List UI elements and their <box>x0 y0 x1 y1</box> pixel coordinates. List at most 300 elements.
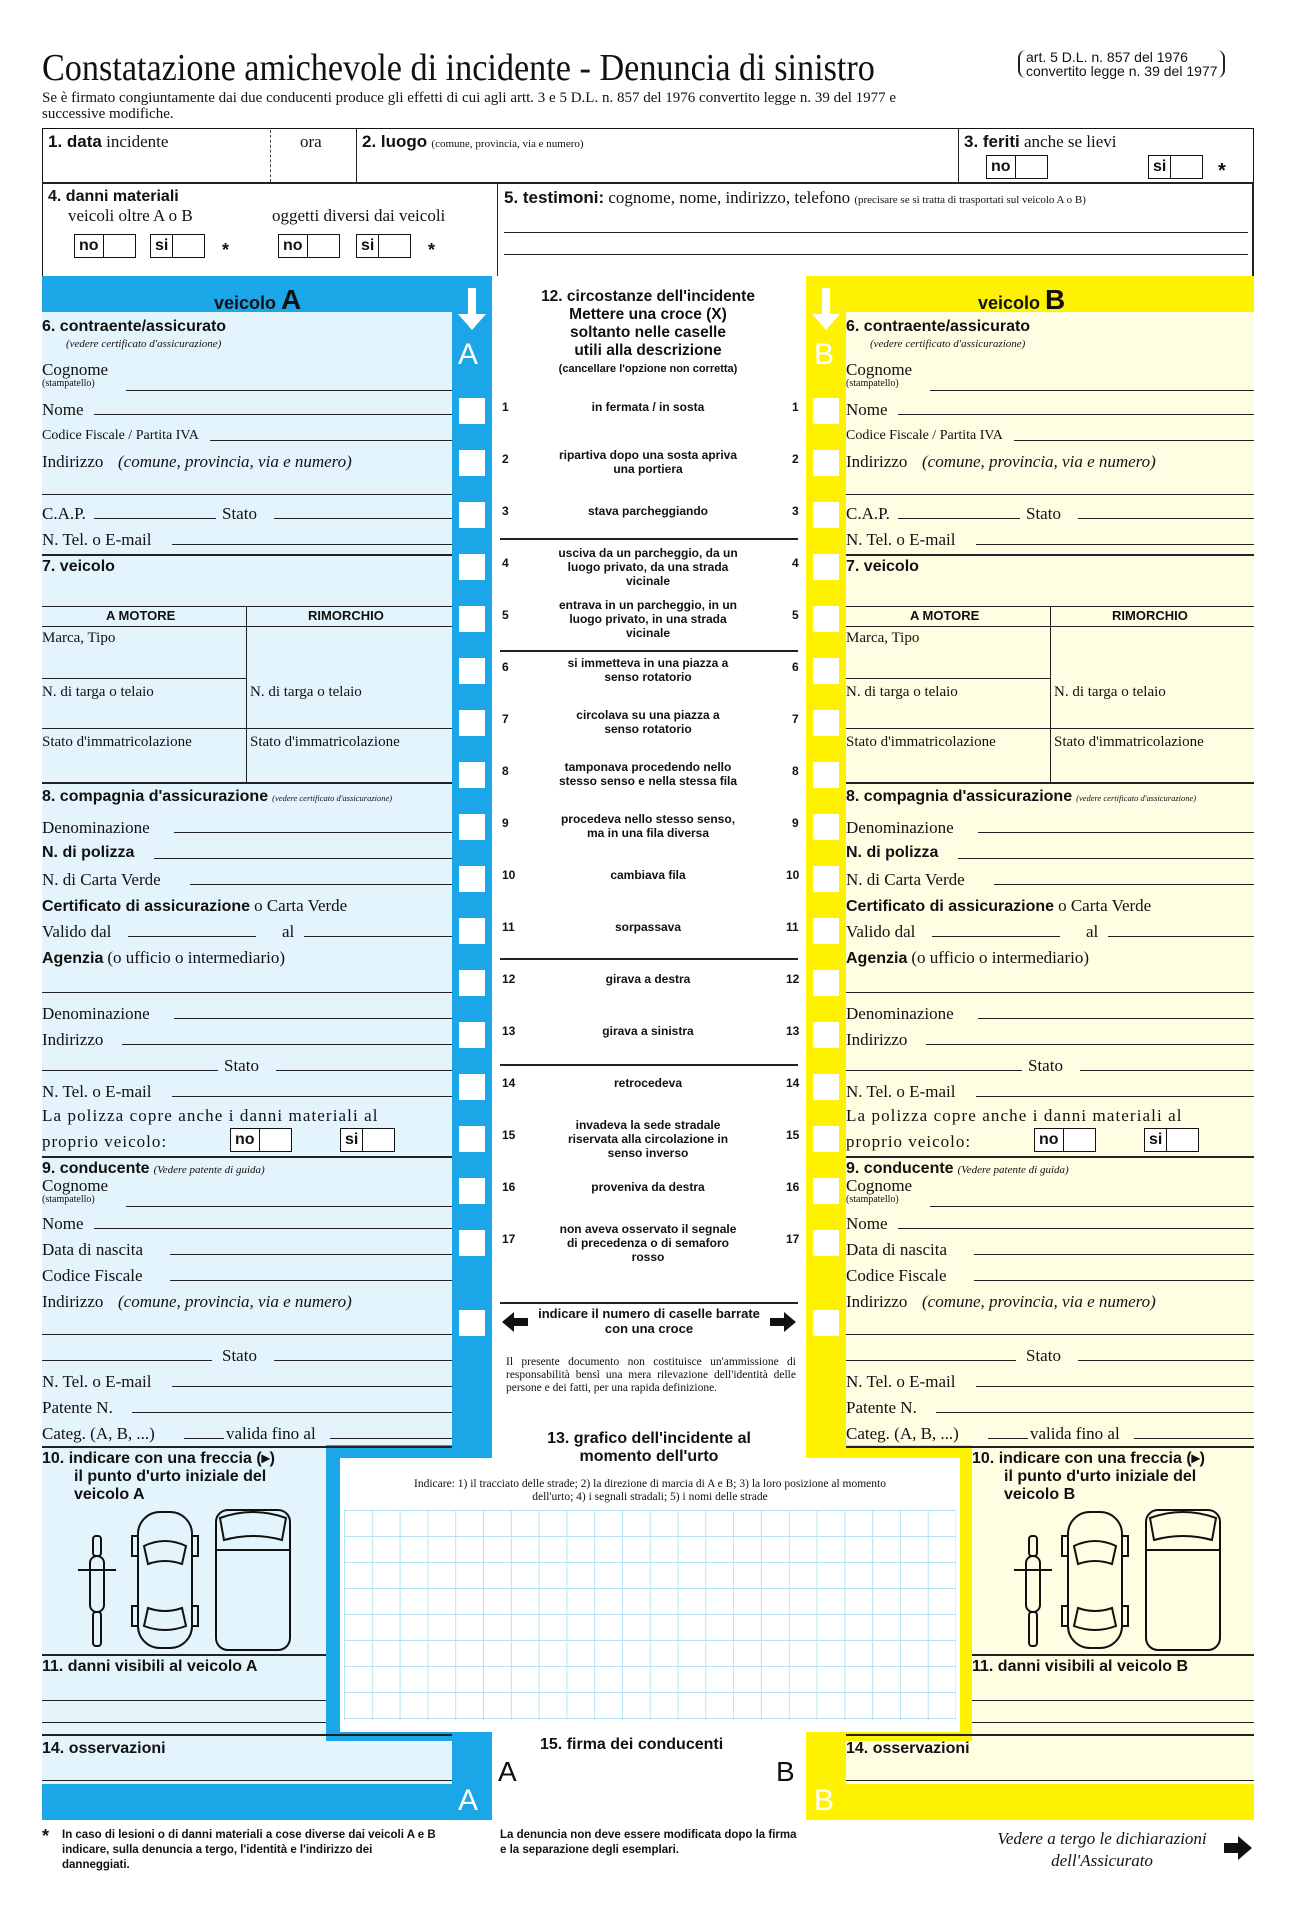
vehicle-a-f9-ind-line-2[interactable] <box>42 1360 212 1361</box>
vehicle-b-f6-stato-line[interactable] <box>1078 518 1254 519</box>
vehicle-b-f8-den-label: Denominazione <box>846 818 954 837</box>
vehicle-b-f6-cognome-label: Cognome <box>846 360 913 379</box>
circumstance-13-b-checkbox[interactable] <box>813 1022 839 1048</box>
sketch-instructions: Indicare: 1) il tracciato delle strade; 2) la direzione di marcia di A e B; 3) la loro posizione al momento dell'urto; 4) i segnali stradali; 5) i nomi delle strade <box>414 1478 886 1503</box>
vehicle-b-f8-ind-line-2[interactable] <box>846 1070 1022 1071</box>
disclaimer-note: Il presente documento non costituisce un'ammissione di responsabilità bensì una mera rilevazione dell'identità delle persone e dei fatti, per una rapida definizione. <box>506 1356 796 1394</box>
circumstance-7-b-checkbox[interactable] <box>813 710 839 736</box>
circumstance-8-b-checkbox[interactable] <box>813 762 839 788</box>
vehicle-a-f6-stato-line[interactable] <box>274 518 452 519</box>
vehicle-b-f8-polizza-label: N. di polizza <box>846 844 939 861</box>
vehicle-a-f8-carta-label: N. di Carta Verde <box>42 870 161 889</box>
impact-point-b-label <box>972 1450 1262 1504</box>
vehicle-a-f6-cap-line[interactable] <box>94 518 216 519</box>
vehicle-a-f7-rimorchio: RIMORCHIO <box>308 608 384 623</box>
truck-b-icon <box>1146 1510 1220 1650</box>
vehicle-b-f8-carta-line[interactable] <box>994 884 1254 885</box>
observations-b-line[interactable] <box>846 1780 1254 1781</box>
circumstance-6-a-checkbox[interactable] <box>459 658 485 684</box>
vehicle-b-f9-nascita-line[interactable] <box>974 1254 1254 1255</box>
vehicle-b-f9-cf-line[interactable] <box>974 1280 1254 1281</box>
vehicle-a-f6-ind-hint: (comune, provincia, via e numero) <box>118 452 352 471</box>
vehicle-b-f9-ind-hint: (comune, provincia, via e numero) <box>922 1292 1156 1311</box>
injured-no-label: no <box>986 155 1016 179</box>
motorcycle-a-icon <box>78 1536 116 1646</box>
circumstance-5-text: entrava in un parcheggio, in un luogo privato, in una strada vicinale <box>558 598 738 640</box>
vehicle-a-f8-cert-text: Certificato di assicurazione <box>42 898 251 915</box>
circumstance-3-b-checkbox[interactable] <box>813 502 839 528</box>
vehicle-b-f9-hint: (Vedere patente di guida) <box>957 1164 1069 1176</box>
vehicle-a-f9-stato-line[interactable] <box>274 1360 452 1361</box>
circumstance-2-num-b: 2 <box>792 452 799 466</box>
vehicle-a-f7-motore: A MOTORE <box>106 608 176 623</box>
circumstance-4-num-b: 4 <box>792 556 799 570</box>
signature-a-label: A <box>498 1756 517 1787</box>
vehicle-a-f8-al-label: al <box>282 922 295 941</box>
vehicle-b-f6-cf-label: Codice Fiscale / Partita IVA <box>846 428 1003 443</box>
vehicle-a-f6-tel-label: N. Tel. o E-mail <box>42 530 152 549</box>
circumstance-5-a-checkbox[interactable] <box>459 606 485 632</box>
date-input[interactable] <box>48 154 266 178</box>
circumstance-16-num-a: 16 <box>502 1180 516 1194</box>
car-a-icon <box>132 1512 198 1648</box>
vehicle-a-f6-cognome-line[interactable] <box>126 390 452 391</box>
vehicle-a-f8-ind-line-2[interactable] <box>42 1070 218 1071</box>
impact-b-line-1: 10. indicare con una freccia (▸) <box>972 1450 1205 1467</box>
vehicle-b-f6-stamp: (stampatello) <box>846 378 899 389</box>
vehicle-a-f8-al-line[interactable] <box>304 936 452 937</box>
circumstance-11-text: sorpassava <box>614 920 682 934</box>
vehicle-b-f8-agenzia <box>846 948 1089 968</box>
vehicle-a-f8-tel-line[interactable] <box>172 1096 452 1097</box>
circumstance-12-a-checkbox[interactable] <box>459 970 485 996</box>
vehicle-b-f8-den2-line[interactable] <box>978 1018 1254 1019</box>
null <box>846 782 1254 784</box>
vehicle-b-f6-tel-line[interactable] <box>976 544 1254 545</box>
circumstance-6-num-b: 6 <box>792 660 799 674</box>
vehicle-b-f9-patente-label: Patente N. <box>846 1398 917 1417</box>
vehicle-b-f8-tel-line[interactable] <box>976 1096 1254 1097</box>
vehicle-b-f9-categ-label: Categ. (A, B, ...) <box>846 1424 959 1443</box>
vehicle-a-letter: A <box>281 284 302 315</box>
vehicle-b-f9-patente-line[interactable] <box>936 1412 1254 1413</box>
vehicle-a-f6-ind-line[interactable] <box>42 494 452 495</box>
vehicle-b-f8-den-line[interactable] <box>978 832 1254 833</box>
vehicle-a-f7-targa-a: N. di targa o telaio <box>42 684 154 700</box>
vehicle-b-f6-ind-label: Indirizzo <box>846 452 908 471</box>
vehicle-b-f8-title <box>846 786 1196 806</box>
sketch-title <box>490 1430 808 1466</box>
observations-a-line[interactable] <box>42 1780 452 1781</box>
vehicle-a-f8-valido-label: Valido dal <box>42 922 112 941</box>
vehicle-b-f8-stato-line[interactable] <box>1080 1070 1254 1071</box>
vehicle-a-f6-cap-label: C.A.P. <box>42 504 86 523</box>
vehicle-a-f8-agenzia-line[interactable] <box>42 992 452 993</box>
injured-no-checkbox[interactable] <box>986 155 1048 179</box>
vehicle-a-f6-tel-line[interactable] <box>172 544 452 545</box>
circumstance-10-text: cambiava fila <box>610 868 686 882</box>
vehicle-a-f9-patente-label: Patente N. <box>42 1398 113 1417</box>
circumstance-6-text: si immetteva in una piazza a senso rotatorio <box>567 656 729 684</box>
vehicle-a-f8-copre-si-checkbox-label: si <box>340 1128 363 1152</box>
vehicle-b-f6-nome-line[interactable] <box>898 414 1254 415</box>
other-objects-no-checkbox[interactable] <box>278 234 340 258</box>
circumstance-3-text: stava parcheggiando <box>587 504 709 518</box>
vehicle-b-f8-copre-si-checkbox[interactable] <box>1144 1128 1199 1152</box>
field-5-num: 5. testimoni: <box>504 188 605 207</box>
vehicle-b-f6-cognome-line[interactable] <box>930 390 1254 391</box>
vehicle-b-f8-title-text: 8. compagnia d'assicurazione <box>846 788 1073 805</box>
circumstance-1-b-checkbox[interactable] <box>813 398 839 424</box>
field-5-hint: (precisare se si tratta di trasportati sul veicolo A o B) <box>854 194 1086 206</box>
legal-line-2: convertito legge n. 39 del 1977 <box>1026 63 1218 79</box>
vehicle-a-f9-ind-label: Indirizzo <box>42 1292 104 1311</box>
vehicle-b-f9-stato-label: Stato <box>1026 1346 1061 1365</box>
circumstance-11-num-a: 11 <box>502 920 515 934</box>
damage-b-line-1[interactable] <box>972 1700 1254 1701</box>
vehicle-a-f8-valido-line[interactable] <box>128 936 256 937</box>
vehicle-b-f7-immat-a: Stato d'immatricolazione <box>846 734 996 750</box>
place-input[interactable] <box>362 154 952 178</box>
vehicle-a-f7-title: 7. veicolo <box>42 558 115 575</box>
oo-yes-label: si <box>356 234 379 258</box>
vehicle-b-f7-targa-line[interactable] <box>846 728 1254 729</box>
footnote-asterisk: * <box>42 1826 50 1846</box>
circumstance-13-num-b: 13 <box>786 1024 800 1038</box>
circumstance-7-num-b: 7 <box>792 712 799 726</box>
vehicle-a-f8-den2-line[interactable] <box>174 1018 452 1019</box>
circumstance-4-b-checkbox[interactable] <box>813 554 839 580</box>
vehicle-b-f8-agenzia-line[interactable] <box>846 992 1254 993</box>
circumstance-11-a-checkbox[interactable] <box>459 918 485 944</box>
circumstance-1-num-a: 1 <box>502 400 509 414</box>
vehicle-b-f9-ind-label: Indirizzo <box>846 1292 908 1311</box>
circumstance-16-b-checkbox[interactable] <box>813 1178 839 1204</box>
vehicle-b-f6-cap-line[interactable] <box>898 518 1020 519</box>
vehicle-b-f9-ind-line[interactable] <box>846 1334 1254 1335</box>
vehicle-b-f9-valida-label: valida fino al <box>1030 1424 1120 1443</box>
circumstance-10-a-checkbox[interactable] <box>459 866 485 892</box>
field-3-num: 3. feriti <box>964 132 1020 151</box>
circumstance-14-text: retrocedeva <box>613 1076 683 1090</box>
vehicle-b-title <box>978 284 1065 316</box>
circumstance-7-num-a: 7 <box>502 712 509 726</box>
vehicle-b-f8-copre: La polizza copre anche i danni materiali al <box>846 1106 1183 1125</box>
circumstance-11-b-checkbox[interactable] <box>813 918 839 944</box>
vehicle-a-f8-carta-line[interactable] <box>190 884 452 885</box>
circumstance-14-a-checkbox[interactable] <box>459 1074 485 1100</box>
circumstance-3-num-a: 3 <box>502 504 509 518</box>
count-a-input[interactable] <box>459 1310 485 1336</box>
circumstance-1-a-checkbox[interactable] <box>459 398 485 424</box>
vehicle-a-f8-copre: La polizza copre anche i danni materiali al <box>42 1106 379 1125</box>
vehicle-a-f8-stato-line[interactable] <box>276 1070 452 1071</box>
damage-a-label: 11. danni visibili al veicolo A <box>42 1658 258 1675</box>
null <box>42 626 452 627</box>
vehicle-b-word: veicolo <box>978 293 1041 313</box>
vehicle-b-footer-bar <box>806 1784 1254 1820</box>
vehicle-a-f6-hint: (vedere certificato d'assicurazione) <box>66 338 222 350</box>
circumstance-15-a-checkbox[interactable] <box>459 1126 485 1152</box>
vehicle-a-f8-ind-line[interactable] <box>122 1044 452 1045</box>
circumstance-17-text: non aveva osservato il segnale di precedenza o di semaforo rosso <box>559 1222 737 1264</box>
other-vehicles-no-checkbox[interactable] <box>74 234 136 258</box>
circumstance-14-b-checkbox[interactable] <box>813 1074 839 1100</box>
signature-b-label: B <box>776 1756 795 1787</box>
ov-asterisk: * <box>222 240 230 260</box>
circumstance-4-text: usciva da un parcheggio, da un luogo privato, da una strada vicinale <box>558 546 738 588</box>
other-vehicles-yes-checkbox[interactable] <box>150 234 205 258</box>
vehicle-b-f9-valida-line[interactable] <box>1134 1438 1254 1439</box>
vehicle-a-f8-cert <box>42 896 347 916</box>
circumstance-8-a-checkbox[interactable] <box>459 762 485 788</box>
circumstance-6-num-a: 6 <box>502 660 509 674</box>
vehicle-b-f8-ind-label: Indirizzo <box>846 1030 908 1049</box>
vehicle-b-f9-cognome-label: Cognome <box>846 1176 913 1195</box>
impact-b-line-2: il punto d'urto iniziale del <box>1004 1468 1197 1485</box>
vehicle-a-f8-copre-no-checkbox-label: no <box>230 1128 260 1152</box>
field-1-num: 1. data <box>48 132 102 151</box>
vehicle-a-f9-categ-line[interactable] <box>184 1438 224 1439</box>
vehicle-a-f6-cf-line[interactable] <box>210 440 452 441</box>
circumstance-15-b-checkbox[interactable] <box>813 1126 839 1152</box>
vehicle-a-f8-agenzia2: (o ufficio o intermediario) <box>107 948 285 967</box>
vehicle-b-f9-stato-line[interactable] <box>1078 1360 1254 1361</box>
vehicle-a-f9-valida-line[interactable] <box>330 1438 452 1439</box>
vehicle-b-diagram[interactable] <box>1006 1506 1266 1656</box>
injured-yes-checkbox[interactable] <box>1148 155 1203 179</box>
circumstance-5-num-a: 5 <box>502 608 509 622</box>
vehicle-b-f8-valido-line[interactable] <box>932 936 1060 937</box>
vehicle-b-f8-polizza-line[interactable] <box>958 858 1254 859</box>
oo-no-label: no <box>278 234 308 258</box>
circumstance-2-text: ripartiva dopo una sosta apriva una portiera <box>558 448 738 476</box>
circumstance-7-a-checkbox[interactable] <box>459 710 485 736</box>
ov-no-label: no <box>74 234 104 258</box>
circumstance-2-a-checkbox[interactable] <box>459 450 485 476</box>
vehicle-b-f6-cap-label: C.A.P. <box>846 504 890 523</box>
truck-a-icon <box>216 1510 290 1650</box>
vehicle-a-f8-copre-si-checkbox[interactable] <box>340 1128 395 1152</box>
vehicle-a-footer-bar <box>42 1784 492 1820</box>
vehicle-a-f9-cognome-line[interactable] <box>126 1206 452 1207</box>
vehicle-b-f8-copre-no-checkbox[interactable] <box>1034 1128 1096 1152</box>
car-b-icon <box>1062 1512 1128 1648</box>
vehicle-a-f8-cert2: o Carta Verde <box>254 896 348 915</box>
circumstance-15-num-a: 15 <box>502 1128 516 1142</box>
circumstance-6-b-checkbox[interactable] <box>813 658 839 684</box>
circumstance-3-a-checkbox[interactable] <box>459 502 485 528</box>
vehicle-b-f7-targa-a: N. di targa o telaio <box>846 684 958 700</box>
vehicle-a-f7-targa-line[interactable] <box>42 728 452 729</box>
circumstances-line-3: soltanto nelle caselle <box>570 324 726 341</box>
vehicle-a-f7-immat-a: Stato d'immatricolazione <box>42 734 192 750</box>
vehicle-a-f8-agenzia-text: Agenzia <box>42 950 104 967</box>
oo-asterisk: * <box>428 240 436 260</box>
vehicle-a-f8-polizza-line[interactable] <box>154 858 452 859</box>
circumstance-13-num-a: 13 <box>502 1024 516 1038</box>
circumstance-5-b-checkbox[interactable] <box>813 606 839 632</box>
circumstance-2-b-checkbox[interactable] <box>813 450 839 476</box>
witness-line-2[interactable] <box>504 254 1248 255</box>
vehicle-a-f8-title <box>42 786 392 806</box>
vehicle-b-f8-cert <box>846 896 1151 916</box>
damage-a-line-1[interactable] <box>42 1700 326 1701</box>
null <box>42 606 452 607</box>
vehicle-a-diagram[interactable] <box>70 1506 330 1656</box>
vehicle-a-f9-ind-line[interactable] <box>42 1334 452 1335</box>
arrow-right-footer-icon <box>1222 1834 1254 1862</box>
vehicle-b-f8-al-label: al <box>1086 922 1099 941</box>
circumstance-1-num-b: 1 <box>792 400 799 414</box>
vehicle-a-f7-marca-line[interactable] <box>42 678 246 679</box>
field-3-rest: anche se lievi <box>1024 132 1117 151</box>
vehicle-b-f8-copre-si-checkbox-label: si <box>1144 1128 1167 1152</box>
vehicle-a-f9-nascita-label: Data di nascita <box>42 1240 144 1259</box>
vehicle-b-f8-cert2: o Carta Verde <box>1058 896 1152 915</box>
other-objects-yes-checkbox[interactable] <box>356 234 411 258</box>
circumstance-9-text: procedeva nello stesso senso, ma in una fila diversa <box>560 812 736 840</box>
field-5-rest: cognome, nome, indirizzo, telefono <box>608 188 851 207</box>
sketch-title-line-2: momento dell'urto <box>579 1448 719 1465</box>
vehicle-a-f9-stamp: (stampatello) <box>42 1194 95 1205</box>
sketch-title-line-1: 13. grafico dell'incidente al <box>547 1430 751 1447</box>
vehicle-b-f9-nascita-label: Data di nascita <box>846 1240 948 1259</box>
circumstance-16-a-checkbox[interactable] <box>459 1178 485 1204</box>
footnote-modification: La denuncia non deve essere modificata dopo la firma e la separazione degli esemplari. <box>500 1829 797 1856</box>
field-2-label <box>362 132 584 152</box>
circumstance-9-num-b: 9 <box>792 816 799 830</box>
null <box>42 1446 452 1448</box>
circumstance-12-num-b: 12 <box>786 972 800 986</box>
vehicle-b-f8-den2-label: Denominazione <box>846 1004 954 1023</box>
vehicle-b-f6-cf-line[interactable] <box>1014 440 1254 441</box>
vehicle-a-f9-cognome-label: Cognome <box>42 1176 109 1195</box>
vehicle-a-f8-den-label: Denominazione <box>42 818 150 837</box>
arrow-right-icon <box>768 1310 798 1334</box>
vehicle-b-f9-categ-line[interactable] <box>988 1438 1028 1439</box>
vehicle-a-f9-nome-line[interactable] <box>94 1228 452 1229</box>
circumstance-5-num-b: 5 <box>792 608 799 622</box>
null <box>846 1446 1254 1448</box>
count-b-input[interactable] <box>813 1310 839 1336</box>
circumstance-16-text: proveniva da destra <box>591 1180 705 1194</box>
null <box>42 554 452 556</box>
vehicle-a-f9-categ-label: Categ. (A, B, ...) <box>42 1424 155 1443</box>
motorcycle-b-icon <box>1014 1536 1052 1646</box>
vehicle-a-f8-copre-no-checkbox[interactable] <box>230 1128 292 1152</box>
circumstance-4-a-checkbox[interactable] <box>459 554 485 580</box>
vehicle-a-f8-stato-label: Stato <box>224 1056 259 1075</box>
field-1-label <box>48 132 168 152</box>
vehicle-b-f8-cert-text: Certificato di assicurazione <box>846 898 1055 915</box>
vehicle-a-f9-nome-label: Nome <box>42 1214 84 1233</box>
vehicle-b-f8-al-line[interactable] <box>1108 936 1254 937</box>
ov-yes-label: si <box>150 234 173 258</box>
vehicle-a-f7-marca-label: Marca, Tipo <box>42 630 116 646</box>
vehicle-a-f8-den-line[interactable] <box>174 832 452 833</box>
circumstance-13-text: girava a sinistra <box>602 1024 694 1038</box>
vehicle-a-f7-immat-b: Stato d'immatricolazione <box>250 734 400 750</box>
vehicle-b-f6-nome-label: Nome <box>846 400 888 419</box>
damage-b-label: 11. danni visibili al veicolo B <box>972 1658 1189 1675</box>
circumstance-12-b-checkbox[interactable] <box>813 970 839 996</box>
vehicle-a-f8-hint: (vedere certificato d'assicurazione) <box>272 793 393 803</box>
witness-line-1[interactable] <box>504 232 1248 233</box>
vehicle-b-f9-cognome-line[interactable] <box>930 1206 1254 1207</box>
vehicle-b-f7-marca-line[interactable] <box>846 678 1050 679</box>
vehicle-a-f8-polizza-label: N. di polizza <box>42 844 135 861</box>
vehicle-a-f9-tel-line[interactable] <box>172 1386 452 1387</box>
vehicle-b-f8-stato-label: Stato <box>1028 1056 1063 1075</box>
column-b-letter: B <box>814 338 835 371</box>
vehicle-b-f9-ind-line-2[interactable] <box>846 1360 1016 1361</box>
vehicle-a-f6-nome-line[interactable] <box>94 414 452 415</box>
circumstance-15-text: invadeva la sede stradale riservata alla circolazione in senso inverso <box>567 1118 729 1160</box>
circumstance-1-text: in fermata / in sosta <box>591 400 705 414</box>
circumstance-17-a-checkbox[interactable] <box>459 1230 485 1256</box>
damage-b-line-2[interactable] <box>972 1722 1254 1723</box>
vehicle-a-f9-tel-label: N. Tel. o E-mail <box>42 1372 152 1391</box>
circumstance-12-num-a: 12 <box>502 972 516 986</box>
footnote-injuries: In caso di lesioni o di danni materiali a cose diverse dai veicoli A e B indicare, sulla denuncia a tergo, l'identità e l'indirizzo dei danneggiati. <box>62 1829 436 1871</box>
vehicle-a-f9-cf-line[interactable] <box>170 1280 452 1281</box>
vehicle-b-f9-nome-line[interactable] <box>898 1228 1254 1229</box>
circumstance-9-b-checkbox[interactable] <box>813 814 839 840</box>
legal-reference <box>1018 50 1225 78</box>
vehicle-a-f8-ind-label: Indirizzo <box>42 1030 104 1049</box>
vehicle-a-f9-nascita-line[interactable] <box>170 1254 452 1255</box>
circumstance-9-a-checkbox[interactable] <box>459 814 485 840</box>
vehicle-b-f9-tel-label: N. Tel. o E-mail <box>846 1372 956 1391</box>
circumstance-14-num-a: 14 <box>502 1076 516 1090</box>
circumstances-title: 12. circostanze dell'incidente <box>541 288 755 305</box>
circumstance-16-num-b: 16 <box>786 1180 800 1194</box>
vehicle-b-f7-marca-label: Marca, Tipo <box>846 630 920 646</box>
circumstance-4-num-a: 4 <box>502 556 509 570</box>
vehicle-a-f9-title-text: 9. conducente <box>42 1160 150 1177</box>
legal-line-1: art. 5 D.L. n. 857 del 1976 <box>1026 49 1188 65</box>
damage-a-line-2[interactable] <box>42 1722 326 1723</box>
vehicle-b-f8-hint: (vedere certificato d'assicurazione) <box>1076 793 1197 803</box>
vehicle-b-f7-targa-b: N. di targa o telaio <box>1054 684 1166 700</box>
vehicle-a-f8-agenzia <box>42 948 285 968</box>
vehicle-b-f6-ind-line[interactable] <box>846 494 1254 495</box>
circumstance-13-a-checkbox[interactable] <box>459 1022 485 1048</box>
circumstance-8-num-a: 8 <box>502 764 509 778</box>
arrow-down-b-icon <box>806 286 846 334</box>
circumstance-10-b-checkbox[interactable] <box>813 866 839 892</box>
circumstances-header <box>500 288 796 378</box>
sketch-grid[interactable] <box>344 1510 956 1720</box>
vehicle-b-letter: B <box>1045 284 1066 315</box>
vehicle-b-f8-ind-line[interactable] <box>926 1044 1254 1045</box>
vehicle-a-f9-stato-label: Stato <box>222 1346 257 1365</box>
null <box>42 782 452 784</box>
vehicle-a-f8-den2-label: Denominazione <box>42 1004 150 1023</box>
circumstance-7-text: circolava su una piazza a senso rotatorio <box>576 708 720 736</box>
arrow-down-a-icon <box>452 286 492 334</box>
vehicle-a-f9-patente-line[interactable] <box>132 1412 452 1413</box>
vehicle-a-f8-title-text: 8. compagnia d'assicurazione <box>42 788 269 805</box>
vehicle-b-f9-title-text: 9. conducente <box>846 1160 954 1177</box>
vehicle-a-f9-valida-label: valida fino al <box>226 1424 316 1443</box>
vehicle-b-f9-tel-line[interactable] <box>976 1386 1254 1387</box>
circumstance-17-num-b: 17 <box>786 1232 800 1246</box>
vehicle-b-f6-title: 6. contraente/assicurato <box>846 318 1031 335</box>
field-5-label <box>504 188 1086 208</box>
circumstance-17-b-checkbox[interactable] <box>813 1230 839 1256</box>
